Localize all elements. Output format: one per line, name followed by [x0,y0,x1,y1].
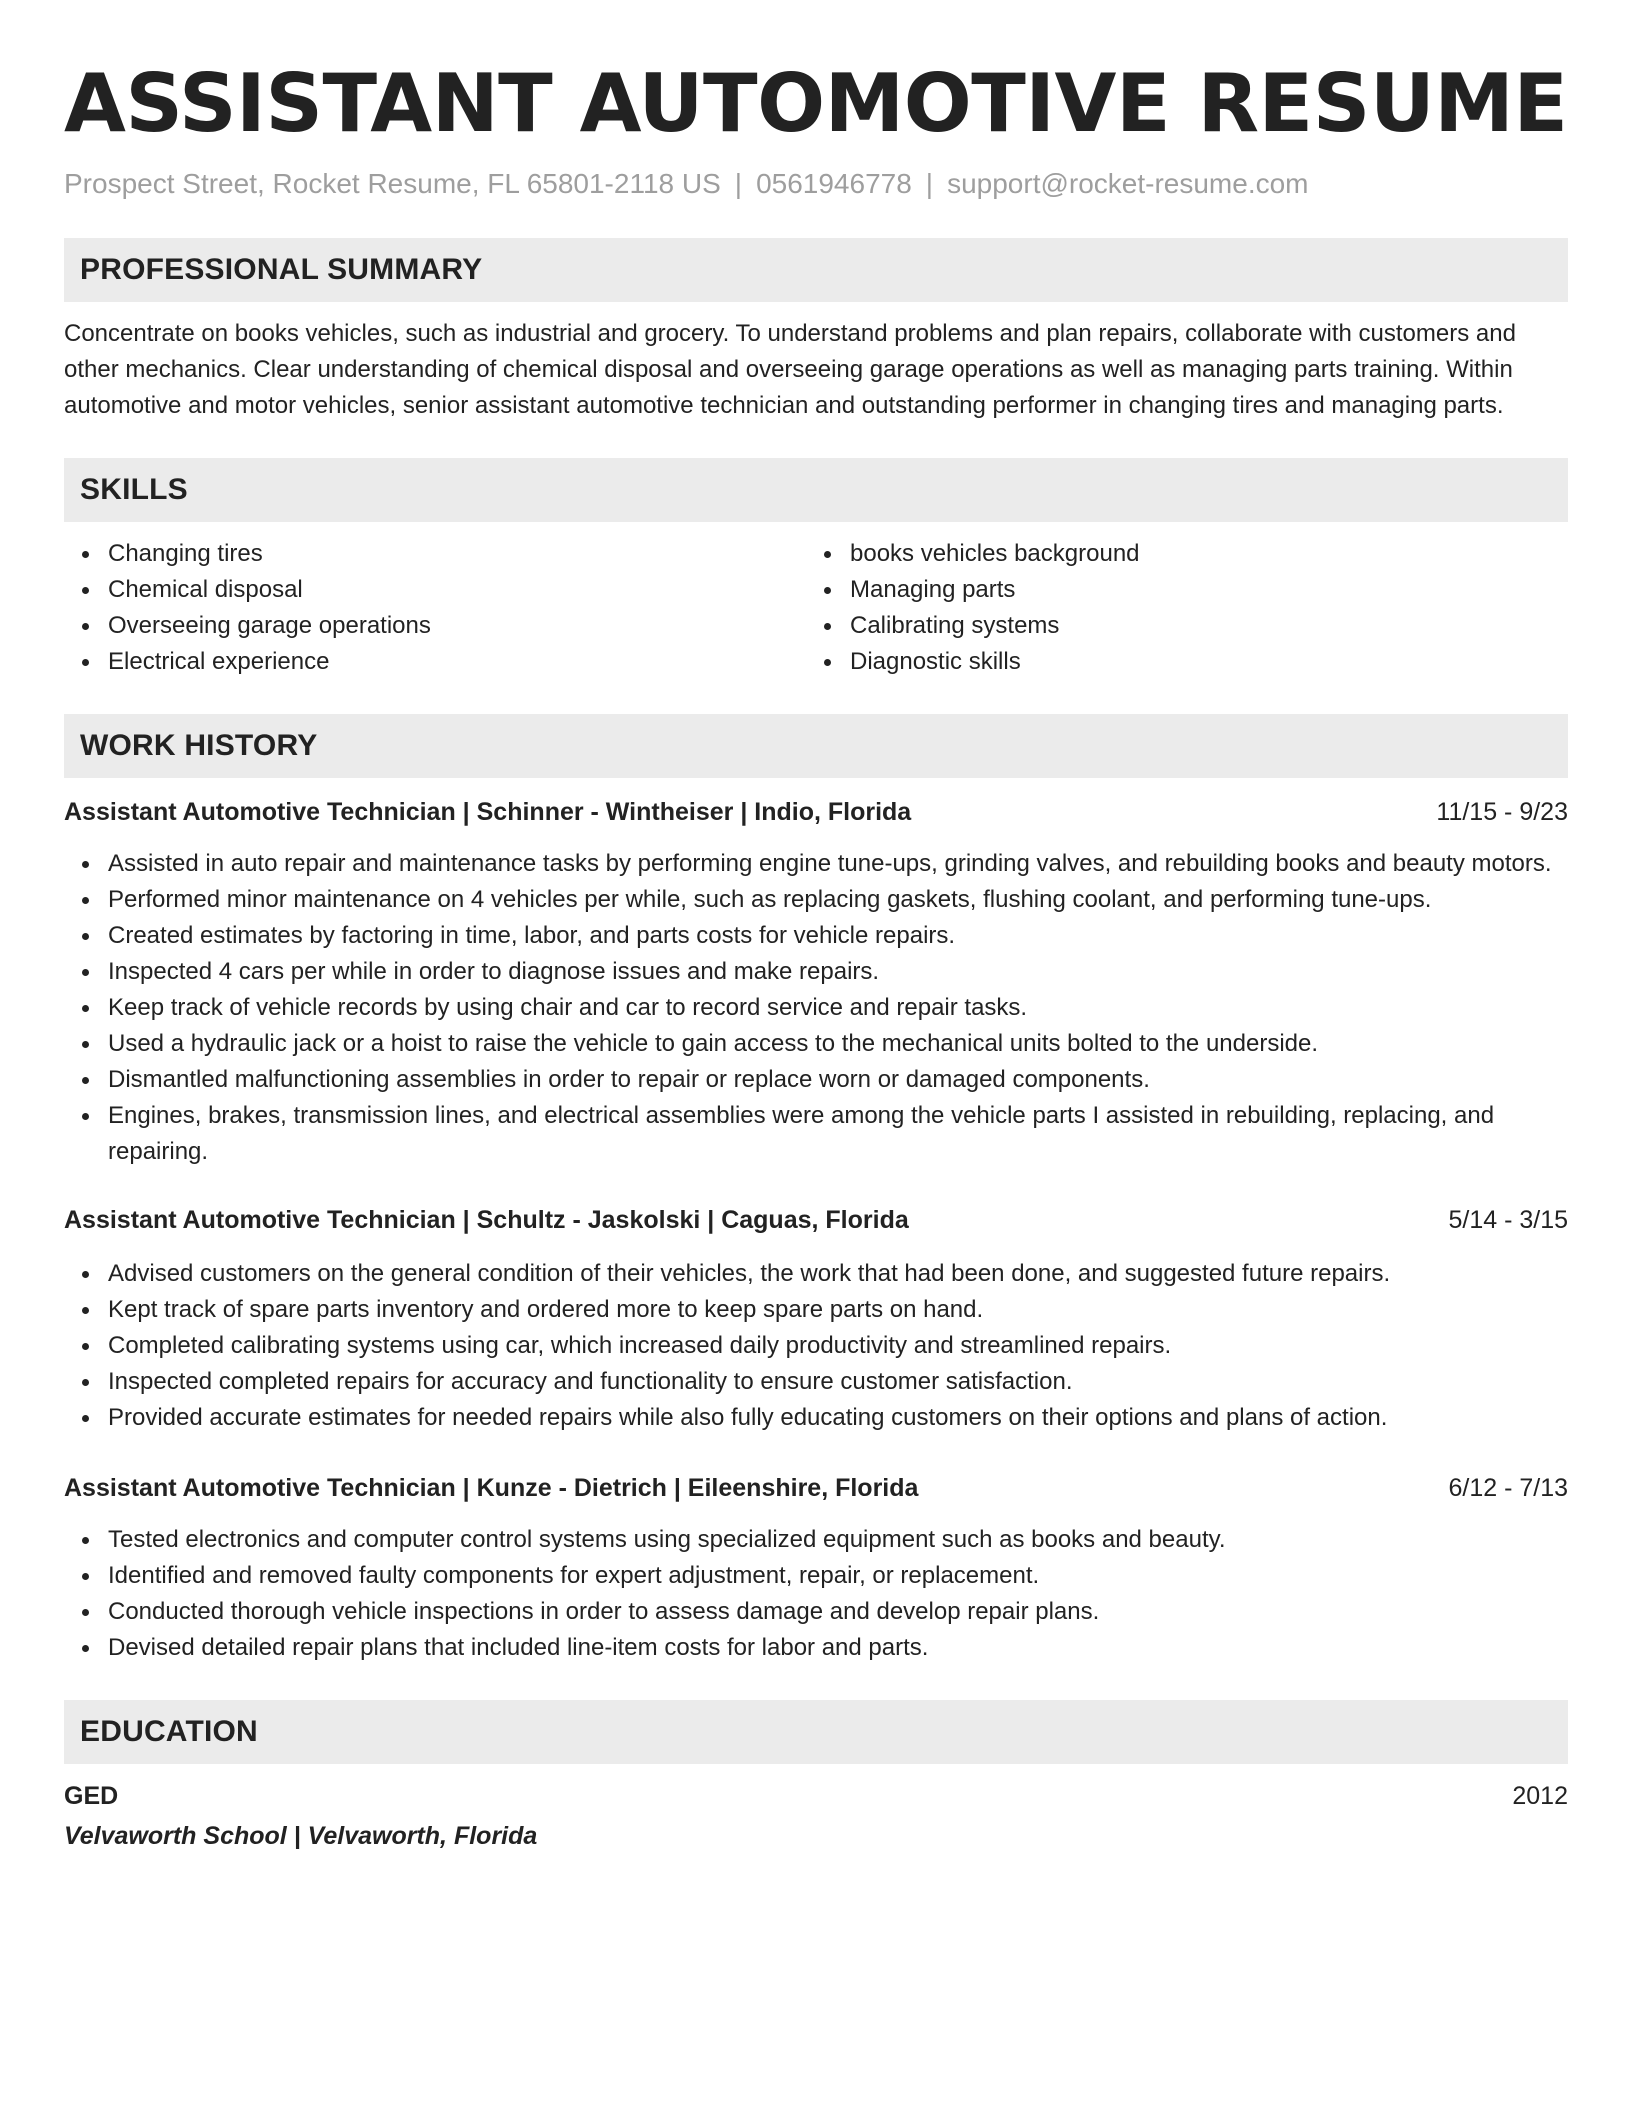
job-bullet: Kept track of spare parts inventory and ordered more to keep spare parts on hand. [64,1292,1568,1328]
job-bullet: Identified and removed faulty components for expert adjustment, repair, or replacement. [64,1558,1568,1594]
section-heading-skills: SKILLS [64,458,1568,522]
contact-phone: 0561946778 [756,168,912,199]
job-title: Assistant Automotive Technician | Kunze - Dietrich | Eileenshire, Florida [64,1474,919,1502]
resume-title: ASSISTANT AUTOMOTIVE RESUME [64,57,1568,150]
skills-column-left [64,536,806,680]
skill-item: Diagnostic skills [806,644,1548,680]
contact-address: Prospect Street, Rocket Resume, FL 65801-2118 US [64,168,721,199]
skill-item: Electrical experience [64,644,806,680]
contact-separator: | [734,168,743,199]
skills-column-right [806,536,1548,680]
job-title: Assistant Automotive Technician | Schultz - Jaskolski | Caguas, Florida [64,1206,909,1234]
job-bullet: Provided accurate estimates for needed repairs while also fully educating customers on their options and plans of action. [64,1400,1568,1436]
job-bullet: Inspected 4 cars per while in order to diagnose issues and make repairs. [64,954,1568,990]
skill-item: Chemical disposal [64,572,806,608]
job-entry [64,1470,1568,1666]
job-header [64,1470,1568,1506]
skills-list [64,536,1568,680]
job-bullet: Engines, brakes, transmission lines, and electrical assemblies were among the vehicle parts I assisted in rebuilding, replacing, and repairing. [64,1098,1568,1170]
job-bullet: Performed minor maintenance on 4 vehicles per while, such as replacing gaskets, flushing coolant, and performing tune-ups. [64,882,1568,918]
summary-text: Concentrate on books vehicles, such as industrial and grocery. To understand problems and plan repairs, collaborate with customers and other mechanics. Clear understanding of chemical disposal and overseeing garage operations as well as managing parts training. Within automotive and motor vehicles, senior assistant automotive technician and outstanding performer in changing tires and managing parts. [64,320,1516,419]
section-heading-work: WORK HISTORY [64,714,1568,778]
job-header [64,794,1568,830]
job-bullet: Tested electronics and computer control systems using specialized equipment such as books and beauty. [64,1522,1568,1558]
job-entry [64,794,1568,1170]
education-school: Velvaworth School | Velvaworth, Florida [64,1822,538,1850]
skill-item: Overseeing garage operations [64,608,806,644]
skill-item: Managing parts [806,572,1548,608]
job-entry [64,1202,1568,1436]
resume-page [64,56,1568,1854]
job-bullet: Advised customers on the general condition of their vehicles, the work that had been done, and suggested future repairs. [64,1256,1568,1292]
section-heading-summary: PROFESSIONAL SUMMARY [64,238,1568,302]
job-bullet: Devised detailed repair plans that included line-item costs for labor and parts. [64,1630,1568,1666]
skill-item: books vehicles background [806,536,1548,572]
job-dates: 5/14 - 3/15 [1448,1206,1568,1234]
job-title: Assistant Automotive Technician | Schinner - Wintheiser | Indio, Florida [64,798,912,826]
education-year: 2012 [1512,1782,1568,1810]
education-header [64,1778,1568,1814]
job-bullet: Conducted thorough vehicle inspections in order to assess damage and develop repair plans. [64,1594,1568,1630]
contact-line [64,166,1568,202]
job-bullet: Used a hydraulic jack or a hoist to raise the vehicle to gain access to the mechanical units bolted to the underside. [64,1026,1568,1062]
education-degree: GED [64,1782,119,1810]
job-header [64,1202,1568,1238]
job-bullet: Completed calibrating systems using car, which increased daily productivity and streamlined repairs. [64,1328,1568,1364]
contact-separator: | [925,168,934,199]
contact-email: support@rocket-resume.com [947,168,1309,199]
job-bullet: Assisted in auto repair and maintenance tasks by performing engine tune-ups, grinding valves, and rebuilding books and beauty motors. [64,846,1568,882]
job-bullet: Created estimates by factoring in time, labor, and parts costs for vehicle repairs. [64,918,1568,954]
skill-item: Changing tires [64,536,806,572]
job-bullet: Dismantled malfunctioning assemblies in order to repair or replace worn or damaged components. [64,1062,1568,1098]
job-bullet: Inspected completed repairs for accuracy and functionality to ensure customer satisfaction. [64,1364,1568,1400]
job-dates: 6/12 - 7/13 [1448,1474,1568,1502]
job-bullets [64,1256,1568,1436]
job-bullets [64,1522,1568,1666]
section-heading-education: EDUCATION [64,1700,1568,1764]
job-dates: 11/15 - 9/23 [1436,798,1568,826]
job-bullet: Keep track of vehicle records by using chair and car to record service and repair tasks. [64,990,1568,1026]
job-bullets [64,846,1568,1170]
skill-item: Calibrating systems [806,608,1548,644]
